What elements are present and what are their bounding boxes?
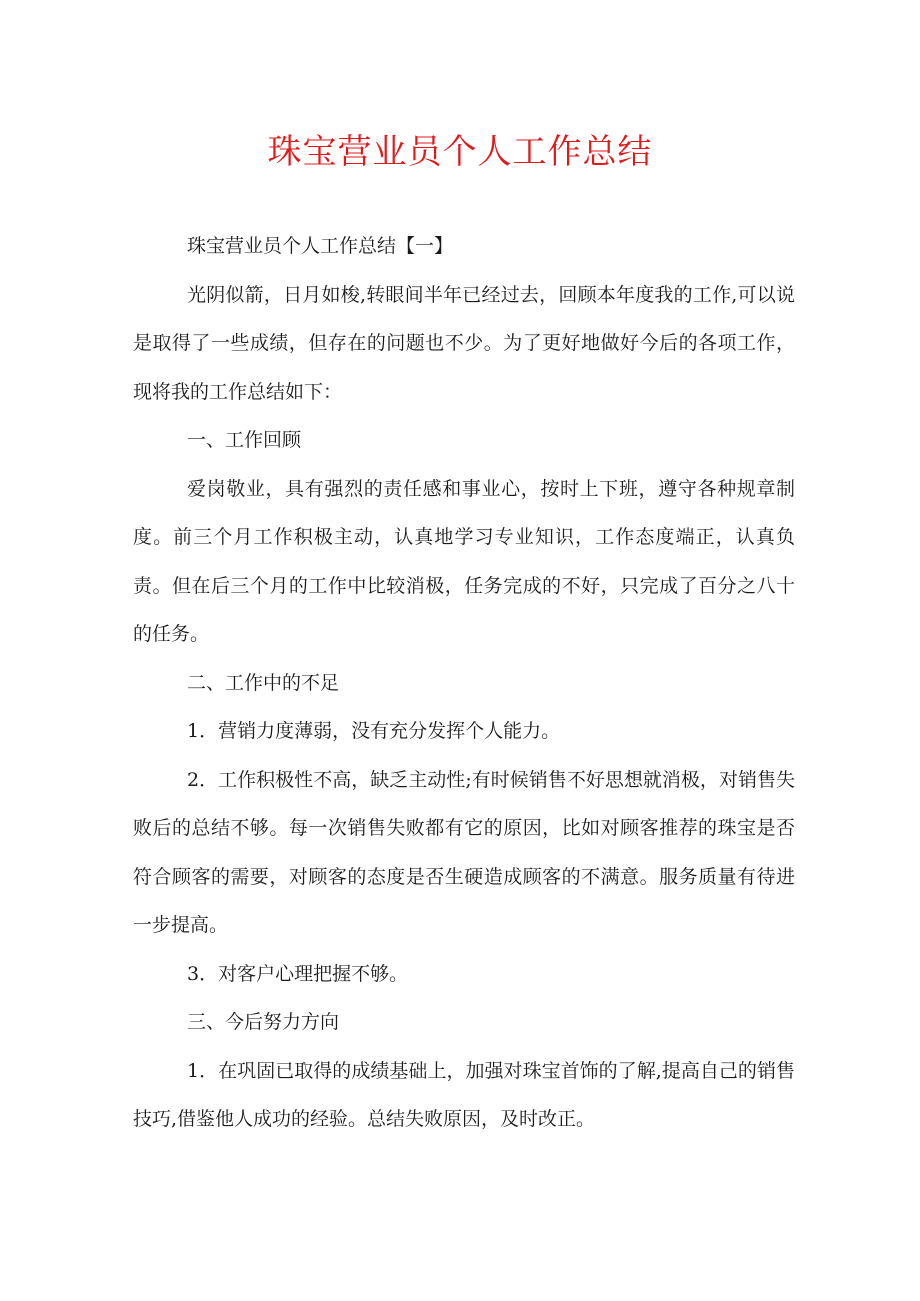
list-item: 1．在巩固已取得的成绩基础上，加强对珠宝首饰的了解,提高自己的销售技巧,借鉴他人成功的经验。总结失败原因，及时改正。: [133, 1059, 795, 1130]
document-title: 珠宝营业员个人工作总结: [267, 132, 653, 172]
list-item: 1．营销力度薄弱，没有充分发挥个人能力。: [187, 720, 561, 742]
section-heading: 珠宝营业员个人工作总结【一】: [187, 235, 454, 257]
section-heading: 一、工作回顾: [187, 429, 302, 451]
document-body: [133, 222, 795, 1144]
body-paragraph: 爱岗敬业，具有强烈的责任感和事业心，按时上下班，遵守各种规章制度。前三个月工作积极主动，认真地学习专业知识，工作态度端正，认真负责。但在后三个月的工作中比较消极，任务完成的不好，只完成了百分之八十的任务。: [133, 477, 795, 645]
list-item: 2．工作积极性不高，缺乏主动性;有时候销售不好思想就消极，对销售失败后的总结不够。每一次销售失败都有它的原因，比如对顾客推荐的珠宝是否符合顾客的需要，对顾客的态度是否生硬造成顾客的不满意。服务质量有待进一步提高。: [133, 768, 795, 936]
intro-paragraph: 光阴似箭，日月如梭,转眼间半年已经过去，回顾本年度我的工作,可以说是取得了一些成绩，但存在的问题也不少。为了更好地做好今后的各项工作，现将我的工作总结如下：: [133, 283, 795, 403]
list-item: 3．对客户心理把握不够。: [187, 962, 409, 985]
section-heading: 二、工作中的不足: [187, 671, 340, 694]
section-heading: 三、今后努力方向: [187, 1011, 340, 1033]
